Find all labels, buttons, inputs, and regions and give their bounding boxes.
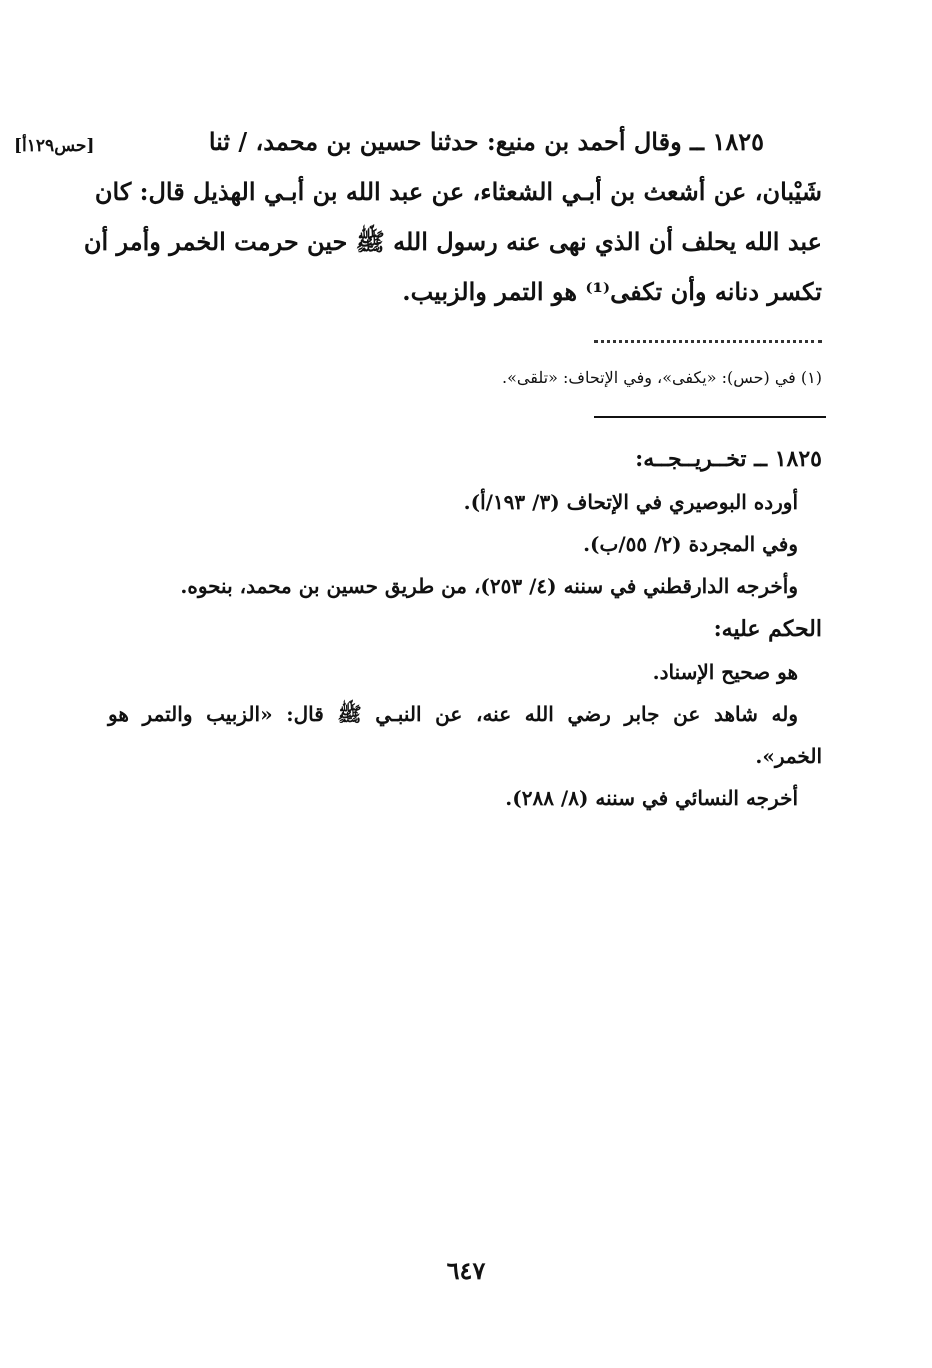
takhrij-heading: ١٨٢٥ ــ تخــريــجــه: (635, 446, 822, 472)
ruling-line-2: وله شاهد عن جابر رضي الله عنه، عن النبـي ﷺ قال: «الزبيب والتمر هو (108, 702, 798, 726)
footnote-1: (١) في (حس): «يكفى»، وفي الإتحاف: «تلقى». (502, 368, 822, 387)
hadith-line-1: ١٨٢٥ ــ وقال أحمد بن منيع: حدثنا حسين بن محمد، / ثنا (208, 127, 764, 156)
ruling-line-1: هو صحيح الإسناد. (652, 660, 798, 684)
hadith-line-3: عبد الله يحلف أن الذي نهى عنه رسول الله ﷺ حين حرمت الخمر وأمر أن (83, 227, 822, 256)
ruling-line-3: الخمر». (755, 744, 822, 768)
footnote-separator-dots (594, 340, 822, 343)
takhrij-line-1: أورده البوصيري في الإتحاف (٣/ ١٩٣/أ). (463, 490, 798, 514)
margin-folio-note: [حس١٢٩أ] (14, 136, 95, 156)
section-rule (594, 416, 826, 418)
hadith-line-2: شَيْبان، عن أشعث بن أبـي الشعثاء، عن عبد الله بن أبـي الهذيل قال: كان (94, 177, 822, 206)
page-number: ٦٤٧ (446, 1256, 486, 1285)
ruling-line-4: أخرجه النسائي في سننه (٨/ ٢٨٨). (505, 786, 798, 810)
takhrij-line-2: وفي المجردة (٢/ ٥٥/ب). (583, 532, 798, 556)
ruling-heading: الحكم عليه: (713, 616, 822, 642)
takhrij-line-3: وأخرجه الدارقطني في سننه (٤/ ٢٥٣)، من طريق حسين بن محمد، بنحوه. (180, 574, 798, 598)
hadith-line-4: تكسر دنانه وأن تكفى⁽¹⁾ هو التمر والزبيب. (402, 277, 822, 306)
